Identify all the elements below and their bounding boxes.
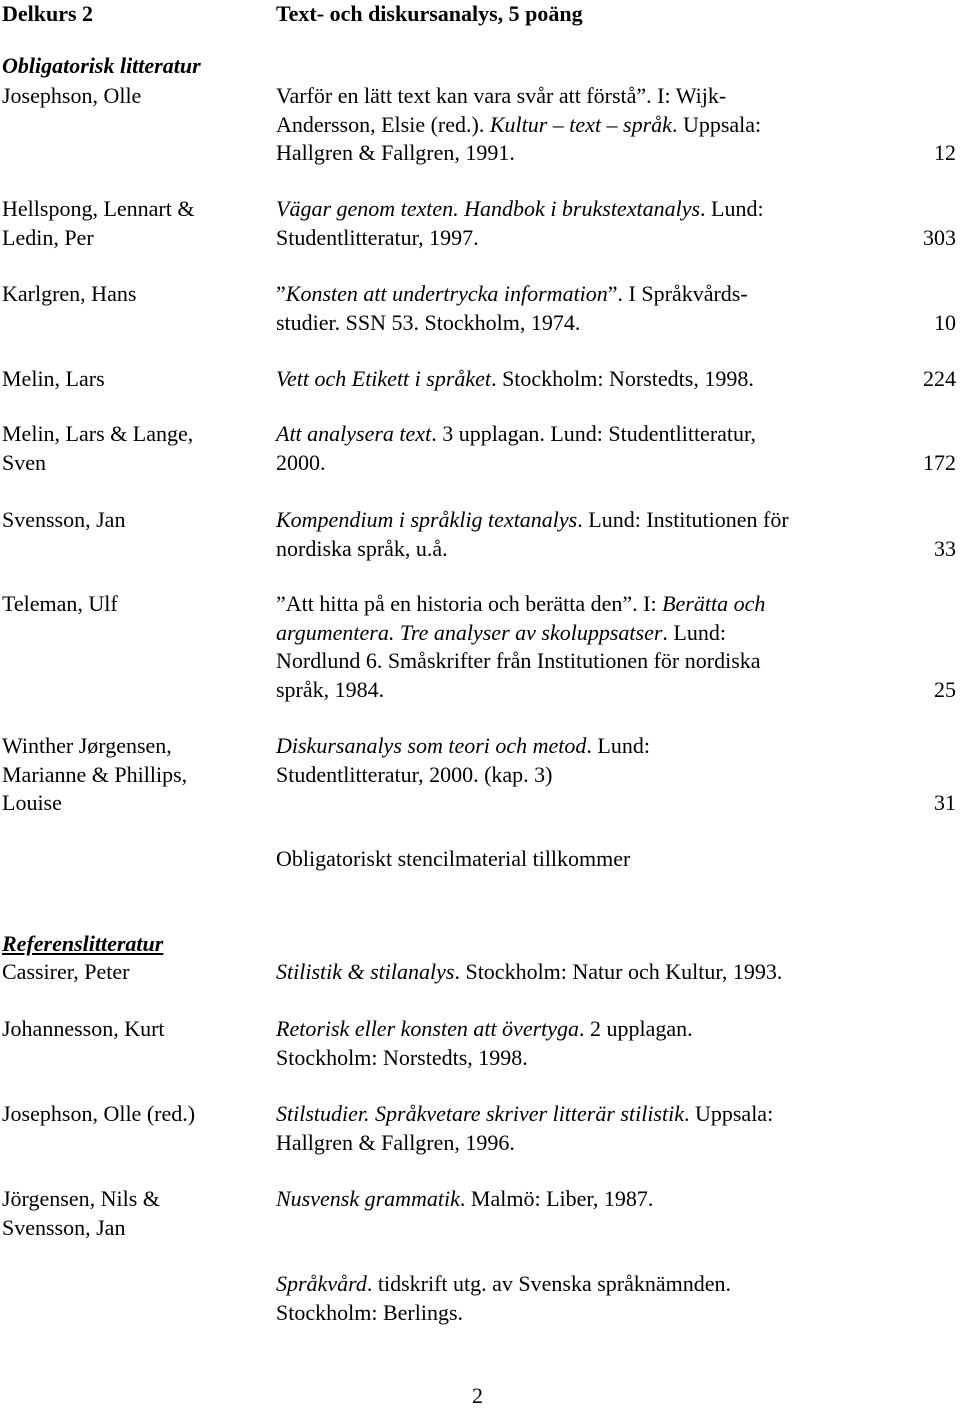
citation-title-segment: Konsten att undertrycka information xyxy=(285,281,608,306)
header-title: Text- och diskursanalys, 5 poäng xyxy=(276,1,583,26)
citation-line xyxy=(276,420,756,449)
obligatory-citation xyxy=(276,590,765,704)
page-count: 303 xyxy=(923,224,956,250)
reference-author xyxy=(2,958,129,987)
citation-line xyxy=(276,449,756,478)
obligatory-citation xyxy=(276,732,650,789)
author-line: Johannesson, Kurt xyxy=(2,1016,165,1041)
author-line: Svensson, Jan xyxy=(2,1214,126,1240)
obligatory-citation xyxy=(276,280,748,337)
citation-line xyxy=(276,309,748,338)
citation-title-segment: Stilistik & stilanalys xyxy=(276,959,455,984)
author-line: Sven xyxy=(2,449,46,475)
citation-segment: Hallgren & Fallgren, 1996. xyxy=(276,1129,515,1155)
reference-author xyxy=(2,1185,160,1242)
reference-heading: Referenslitteratur xyxy=(2,931,164,956)
obligatory-author xyxy=(2,82,141,111)
author-line: Teleman, Ulf xyxy=(2,591,118,616)
author-line: Josephson, Olle (red.) xyxy=(2,1101,196,1126)
citation-title-segment: Retorisk eller konsten att övertyga xyxy=(276,1016,580,1041)
citation-segment: studier. SSN 53. Stockholm, 1974. xyxy=(276,309,581,335)
reference-author xyxy=(2,1100,195,1129)
citation-line xyxy=(276,82,761,111)
reference-author xyxy=(2,1015,165,1044)
page-count: 25 xyxy=(934,676,956,702)
obligatory-citation xyxy=(276,506,789,563)
page-number: 2 xyxy=(472,1383,483,1408)
citation-title-segment: Nusvensk grammatik xyxy=(276,1186,460,1211)
page-count: 31 xyxy=(934,790,956,815)
reference-citation xyxy=(276,1015,693,1072)
author-line: Melin, Lars & Lange, xyxy=(2,421,194,446)
citation-segment: . tidskrift utg. av Svenska språknämnden. xyxy=(366,1271,732,1296)
citation-line xyxy=(276,676,765,705)
citation-segment: språk, 1984. xyxy=(276,676,385,702)
obligatory-author xyxy=(2,420,193,477)
citation-line xyxy=(276,590,765,619)
citation-segment: . Malmö: Liber, 1987. xyxy=(459,1186,654,1211)
obligatory-author xyxy=(2,732,187,818)
citation-line xyxy=(276,535,789,564)
citation-line xyxy=(276,1270,731,1299)
obligatory-citation xyxy=(276,195,764,252)
citation-line xyxy=(276,195,764,224)
citation-segment: . Lund: xyxy=(662,619,726,645)
citation-line xyxy=(276,1299,731,1328)
citation-line xyxy=(276,619,765,648)
citation-line xyxy=(276,111,761,140)
author-line: Karlgren, Hans xyxy=(2,281,137,306)
citation-segment: ” xyxy=(276,281,286,306)
page-count: 172 xyxy=(923,449,956,475)
obligatory-author xyxy=(2,365,105,394)
citation-line xyxy=(276,761,650,790)
citation-segment: Stockholm: Berlings. xyxy=(276,1299,463,1325)
citation-segment: . Stockholm: Natur och Kultur, 1993. xyxy=(454,959,783,984)
citation-title-segment: Att analysera text xyxy=(276,421,432,446)
page-count: 224 xyxy=(923,366,956,391)
page-count: 33 xyxy=(934,535,956,561)
citation-line xyxy=(276,958,782,987)
author-line: Ledin, Per xyxy=(2,224,94,250)
citation-title-segment: Språkvård xyxy=(276,1271,367,1296)
author-line: Svensson, Jan xyxy=(2,507,126,532)
citation-title-segment: Vägar genom texten. Handbok i brukstextanalys xyxy=(276,196,701,221)
citation-title-segment: Stilstudier. Språkvetare skriver litterär stilistik xyxy=(276,1101,684,1126)
author-line: Josephson, Olle xyxy=(2,83,142,108)
obligatory-citation xyxy=(276,365,754,394)
obligatory-heading: Obligatorisk litteratur xyxy=(2,53,201,78)
citation-line xyxy=(276,1129,773,1158)
citation-segment: . Stockholm: Norstedts, 1998. xyxy=(491,366,754,391)
citation-line xyxy=(276,224,764,253)
citation-line xyxy=(276,732,650,761)
author-line: Melin, Lars xyxy=(2,366,105,391)
citation-segment: Varför en lätt text kan vara svår att förstå”. I: Wijk- xyxy=(276,83,727,108)
citation-segment: 2000. xyxy=(276,449,326,475)
obligatory-author xyxy=(2,506,125,535)
citation-title-segment: Kultur – text – språk xyxy=(489,111,672,137)
author-line: Winther Jørgensen, xyxy=(2,733,172,758)
header-course: Delkurs 2 xyxy=(2,1,94,26)
citation-segment: ”Att hitta på en historia och berätta den”. I: xyxy=(276,591,663,616)
citation-title-segment: Kompendium i språklig textanalys xyxy=(276,507,578,532)
author-line: Jörgensen, Nils & xyxy=(2,1186,160,1211)
citation-line xyxy=(276,1185,653,1214)
citation-line xyxy=(276,1100,773,1129)
citation-line xyxy=(276,647,765,676)
citation-title-segment: Vett och Etikett i språket xyxy=(276,366,492,391)
citation-segment: . Lund: xyxy=(700,196,764,221)
obligatory-author xyxy=(2,280,136,309)
citation-segment: Andersson, Elsie (red.). xyxy=(276,111,490,137)
page-count: 10 xyxy=(934,309,956,335)
reference-citation xyxy=(276,1270,731,1327)
citation-segment: . Lund: Institutionen för xyxy=(577,507,789,532)
citation-segment: . Uppsala: xyxy=(671,111,762,137)
citation-line xyxy=(276,506,789,535)
obligatory-author xyxy=(2,590,118,619)
citation-line xyxy=(276,280,748,309)
citation-line xyxy=(276,139,761,168)
obligatory-author xyxy=(2,195,194,252)
citation-segment: . Lund: xyxy=(586,733,650,758)
citation-segment: . 3 upplagan. Lund: Studentlitteratur, xyxy=(431,421,756,446)
author-line: Hellspong, Lennart & xyxy=(2,196,195,221)
author-line: Marianne & Phillips, xyxy=(2,761,188,787)
page-count: 12 xyxy=(934,140,956,165)
citation-line xyxy=(276,1015,693,1044)
citation-segment: Nordlund 6. Småskrifter från Institutionen för nordiska xyxy=(276,648,761,673)
obligatory-citation xyxy=(276,420,756,477)
citation-line xyxy=(276,1044,693,1073)
citation-segment: Studentlitteratur, 2000. (kap. 3) xyxy=(276,761,553,787)
citation-segment: Studentlitteratur, 1997. xyxy=(276,224,479,250)
author-line: Louise xyxy=(2,790,62,815)
citation-segment: . 2 upplagan. xyxy=(579,1016,693,1041)
reference-citation xyxy=(276,1185,653,1214)
citation-segment: nordiska språk, u.å. xyxy=(276,535,448,561)
citation-title-segment: argumentera. Tre analyser av skoluppsatser xyxy=(276,619,663,645)
citation-line xyxy=(276,365,754,394)
citation-segment: ”. I Språkvårds- xyxy=(607,281,748,306)
citation-segment: Stockholm: Norstedts, 1998. xyxy=(276,1044,528,1070)
citation-title-segment: Berätta och xyxy=(662,591,766,616)
author-line: Cassirer, Peter xyxy=(2,959,130,984)
citation-title-segment: Diskursanalys som teori och metod xyxy=(276,733,587,758)
obligatory-citation xyxy=(276,82,761,168)
stencil-note: Obligatoriskt stencilmaterial tillkommer xyxy=(276,846,631,871)
reference-citation xyxy=(276,1100,773,1157)
citation-segment: Hallgren & Fallgren, 1991. xyxy=(276,140,515,165)
citation-segment: . Uppsala: xyxy=(683,1101,774,1126)
reference-citation xyxy=(276,958,782,987)
